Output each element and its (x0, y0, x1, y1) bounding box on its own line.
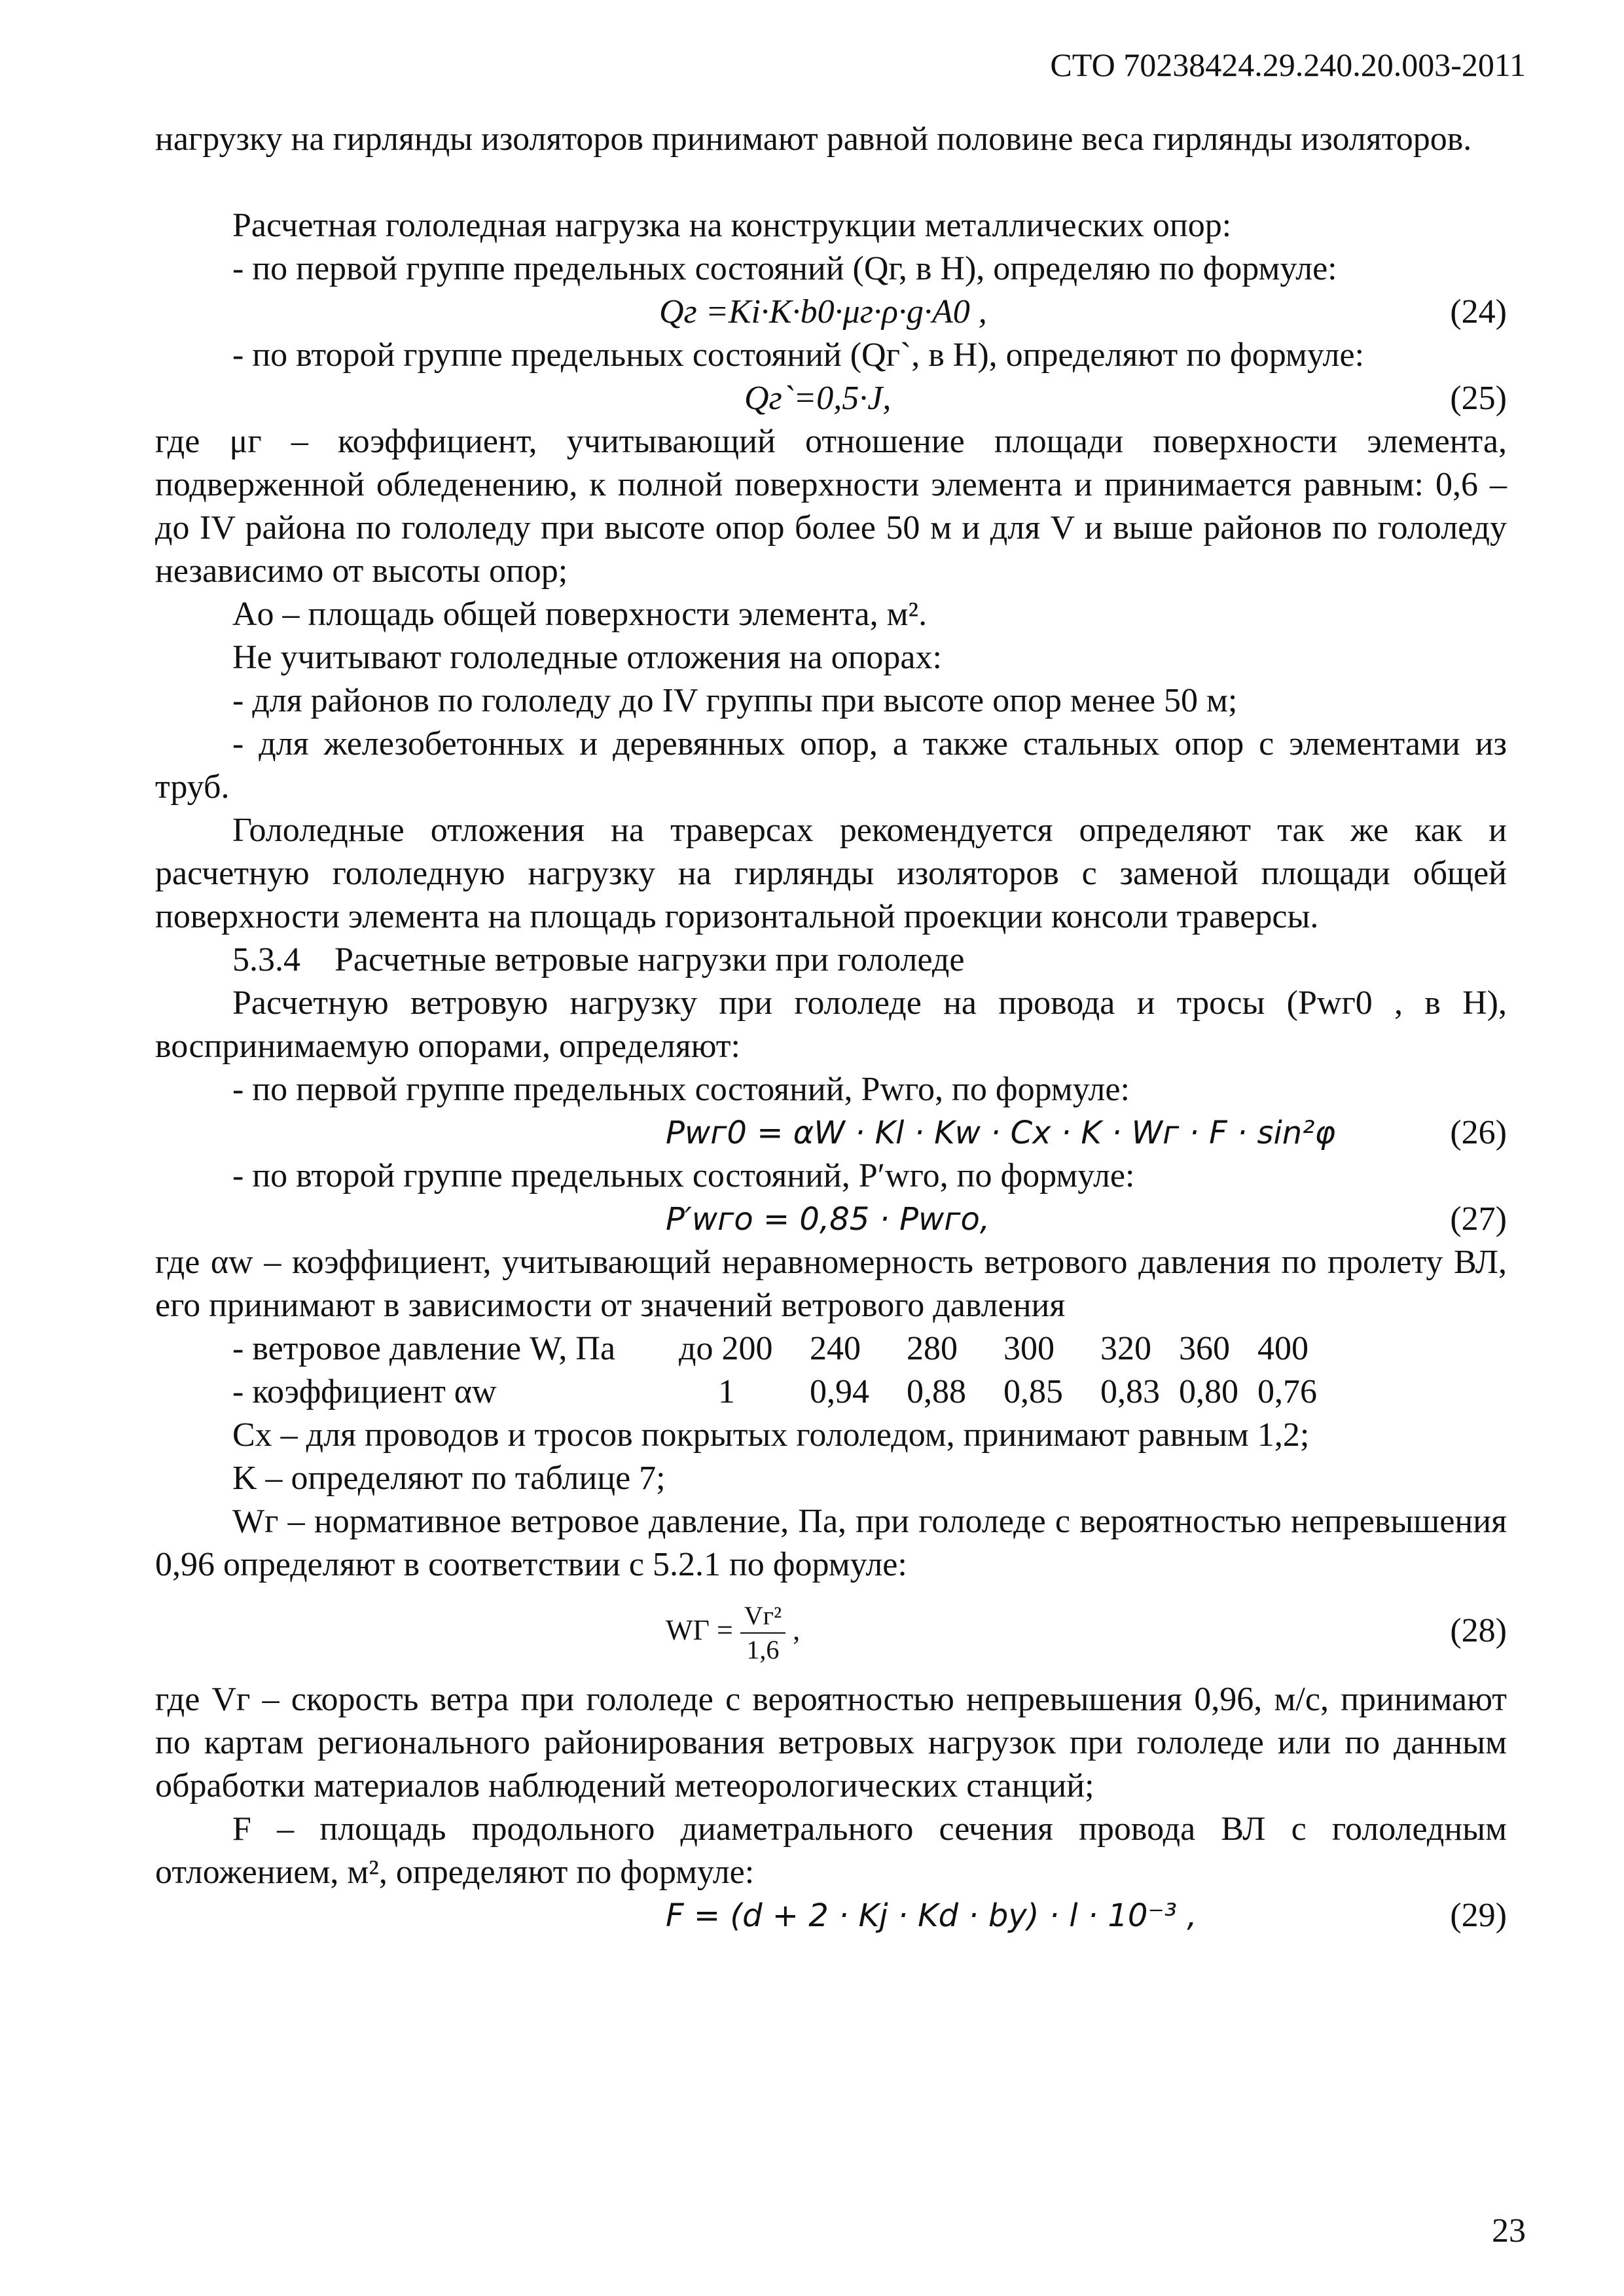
wind-pressure-value: 300 (1003, 1330, 1055, 1367)
bullet-item: - по второй группе предельных состояний, P′wго, по формуле: (232, 1157, 1135, 1194)
paragraph: Расчетная гололедная нагрузка на конструкции металлических опор: (232, 207, 1232, 244)
formula-number: (29) (1450, 1897, 1507, 1934)
paragraph: Wг – нормативное ветровое давление, Па, при гололеде с вероятностью непревышения 0,96 определяют в соответствии с 5.2.1 по формуле: (155, 1503, 1507, 1583)
formula-number: (27) (1450, 1200, 1507, 1238)
fraction-denominator: 1,6 (746, 1635, 780, 1664)
formula-number: (25) (1450, 380, 1507, 417)
wind-pressure-value: 400 (1257, 1330, 1308, 1367)
paragraph: Aо – площадь общей поверхности элемента, м². (232, 596, 928, 633)
formula-number: (26) (1450, 1114, 1507, 1151)
wind-coefficient-label: - коэффициент αw (232, 1373, 497, 1410)
paragraph: K – определяют по таблице 7; (232, 1460, 666, 1497)
formula-27 (155, 1198, 1507, 1241)
paragraph: где μг – коэффициент, учитывающий отношение площади поверхности элемента, подверженной обледенению, к полной поверхности элемента и принимается равным: 0,6 – до IV района по гололеду при высоте опор более 50 м и для V и выше районов по гололеду независимо от высоты опор; (155, 423, 1507, 590)
paragraph: где αw – коэффициент, учитывающий неравномерность ветрового давления по пролету ВЛ, его принимают в зависимости от значений ветрового давления (155, 1244, 1507, 1324)
wind-pressure-value: 320 (1100, 1330, 1151, 1367)
bullet-item: - для железобетонных и деревянных опор, а также стальных опор с элементами из труб. (155, 725, 1507, 806)
formula-26 (155, 1111, 1507, 1155)
paragraph: нагрузку на гирлянды изоляторов принимают равной половине веса гирлянды изоляторов. (155, 120, 1472, 158)
wind-pressure-row (155, 1327, 1507, 1371)
wind-coefficient-value: 1 (718, 1373, 735, 1410)
formula-expression: F = (d + 2 · Kj · Kd · by) · l · 10⁻³ , (666, 1897, 1197, 1934)
formula-24 (155, 291, 1507, 334)
wind-coefficient-value: 0,76 (1257, 1373, 1317, 1410)
bullet-item: - по второй группе предельных состояний (Qг`, в Н), определяют по формуле: (232, 336, 1365, 374)
formula-lhs: WГ = (666, 1614, 733, 1647)
paragraph: Cx – для проводов и тросов покрытых гололедом, принимают равным 1,2; (232, 1416, 1310, 1454)
formula-25 (155, 377, 1507, 420)
bullet-item: - по первой группе предельных состояний (Qг, в Н), определяю по формуле: (232, 250, 1337, 287)
document-code: СТО 70238424.29.240.20.003-2011 (1050, 46, 1526, 83)
wind-coefficient-value: 0,83 (1100, 1373, 1160, 1410)
section-heading: 5.3.4 Расчетные ветровые нагрузки при гололеде (232, 941, 965, 978)
formula-tail: , (793, 1614, 801, 1647)
bullet-item: - по первой группе предельных состояний, Pwго, по формуле: (232, 1071, 1130, 1108)
page-body (155, 118, 1507, 1937)
formula-fraction (740, 1600, 785, 1666)
paragraph: Не учитывают гололедные отложения на опорах: (232, 639, 942, 676)
formula-expression: Qг`=0,5·J, (744, 380, 892, 417)
paragraph: Расчетную ветровую нагрузку при гололеде на провода и тросы (Pwг0 , в Н), воспринимаемую опорами, определяют: (155, 984, 1507, 1065)
page-number: 23 (1492, 2212, 1526, 2250)
bullet-item: - для районов по гололеду до IV группы при высоте опор менее 50 м; (232, 682, 1238, 719)
wind-pressure-label: - ветровое давление W, Па (232, 1330, 616, 1367)
fraction-numerator: Vг² (740, 1600, 785, 1634)
wind-coefficient-value: 0,88 (907, 1373, 966, 1410)
wind-coefficient-row (155, 1371, 1507, 1414)
formula-expression: Qг =Кi·K·b0·μг·ρ·g·A0 , (659, 293, 987, 331)
formula-expression (666, 1600, 800, 1666)
paragraph: F – площадь продольного диаметрального сечения провода ВЛ с гололедным отложением, м², определяют по формуле: (155, 1810, 1507, 1891)
formula-29 (155, 1894, 1507, 1937)
paragraph: Гололедные отложения на траверсах рекомендуется определяют так же как и расчетную гололедную нагрузку на гирлянды изоляторов с заменой площади общей поверхности элемента на площадь горизонтальной проекции консоли траверсы. (155, 812, 1507, 935)
formula-number: (24) (1450, 293, 1507, 331)
wind-pressure-value: до 200 (679, 1330, 773, 1367)
wind-coefficient-value: 0,85 (1003, 1373, 1063, 1410)
paragraph: где Vг – скорость ветра при гололеде с вероятностью непревышения 0,96, м/с, принимают по картам регионального районирования ветровых нагрузок при гололеде или по данным обработки материалов наблюдений метеорологических станций; (155, 1681, 1507, 1804)
wind-pressure-value: 360 (1179, 1330, 1230, 1367)
wind-pressure-value: 280 (907, 1330, 958, 1367)
formula-expression: Pwг0 = αW · Kl · Kw · Cx · K · Wг · F · sin²φ (666, 1115, 1336, 1151)
wind-coefficient-value: 0,80 (1179, 1373, 1238, 1410)
formula-number: (28) (1450, 1612, 1507, 1649)
wind-coefficient-value: 0,94 (810, 1373, 869, 1410)
formula-28 (155, 1587, 1507, 1678)
formula-expression: P′wго = 0,85 · Pwго, (666, 1201, 990, 1238)
wind-pressure-value: 240 (810, 1330, 861, 1367)
